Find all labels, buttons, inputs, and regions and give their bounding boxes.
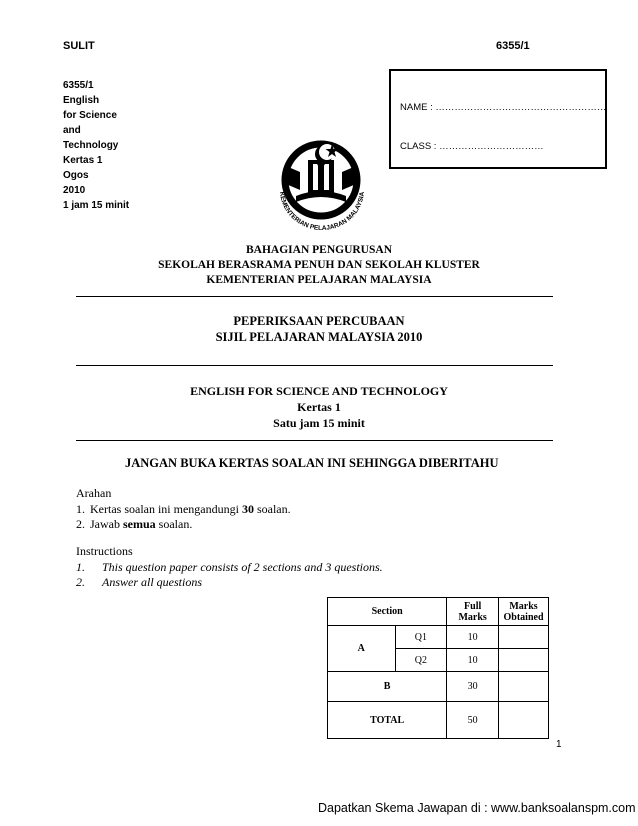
warning-text: JANGAN BUKA KERTAS SOALAN INI SEHINGGA DIBERITAHU [125, 456, 499, 470]
marks-table [327, 597, 549, 739]
arahan-item [76, 516, 192, 532]
instruction-number: 2. [76, 575, 85, 589]
arahan-heading: Arahan [76, 486, 112, 500]
header-text: Obtained [503, 611, 544, 623]
instruction-text: Answer all questions [102, 575, 203, 589]
full-marks-cell: 30 [447, 672, 499, 702]
section-a-cell: A [328, 626, 396, 672]
paper-info-line: 2010 [63, 185, 86, 196]
organizer-line: SEKOLAH BERASRAMA PENUH DAN SEKOLAH KLUSTER [158, 259, 480, 271]
class-field[interactable]: CLASS : …………………………… [400, 141, 544, 152]
table-row [328, 626, 549, 649]
subject-block [0, 383, 638, 431]
divider [76, 365, 553, 366]
header-text: Marks [458, 611, 487, 623]
instruction-item [76, 559, 383, 575]
arahan-text: soalan. [253, 502, 291, 516]
table-header-row [328, 598, 549, 626]
arahan-text: Jawab [90, 517, 123, 531]
organizer-line: BAHAGIAN PENGURUSAN [246, 244, 392, 256]
header-text: Marks [509, 600, 538, 612]
instruction-item [76, 574, 202, 590]
arahan-emphasis: 30 [241, 502, 254, 516]
section-b-cell: B [328, 672, 447, 702]
marks-obtained-cell[interactable] [499, 626, 549, 649]
divider [76, 296, 553, 297]
ministry-logo [266, 130, 376, 230]
divider [76, 440, 553, 441]
paper-info [63, 78, 129, 213]
logo-text: KEMENTERIAN PELAJARAN MALAYSIA [277, 191, 367, 230]
exam-title-line: SIJIL PELAJARAN MALAYSIA 2010 [215, 330, 423, 344]
table-row [328, 672, 549, 702]
arahan-text: Kertas soalan ini mengandungi [90, 502, 242, 516]
total-cell: TOTAL [328, 702, 447, 739]
paper-info-line: Kertas 1 [63, 155, 103, 166]
instruction-number: 1. [76, 560, 85, 574]
section-header: Section [328, 598, 447, 626]
question-cell: Q2 [395, 649, 447, 672]
full-marks-cell: 50 [447, 702, 499, 739]
paper-info-line: 1 jam 15 minit [63, 200, 130, 211]
question-cell: Q1 [395, 626, 447, 649]
full-marks-cell: 10 [447, 626, 499, 649]
marks-obtained-cell[interactable] [499, 649, 549, 672]
full-marks-cell: 10 [447, 649, 499, 672]
header-sulit: SULIT [63, 40, 95, 52]
name-field[interactable]: NAME : ……………………………………………… [400, 102, 607, 113]
paper-info-line: and [63, 125, 81, 136]
organizer-line: KEMENTERIAN PELAJARAN MALAYSIA [206, 274, 432, 286]
header-text: Full [464, 600, 482, 612]
subject-line: ENGLISH FOR SCIENCE AND TECHNOLOGY [190, 384, 448, 398]
table-row [328, 702, 549, 739]
marks-obtained-cell[interactable] [499, 672, 549, 702]
arahan-number: 1. [76, 502, 85, 516]
page-number: 1 [556, 739, 562, 750]
header-paper-code: 6355/1 [496, 40, 530, 52]
footer-link[interactable]: Dapatkan Skema Jawapan di : www.banksoalanspm.com [318, 801, 636, 815]
instruction-text: This question paper consists of 2 sections and 3 questions. [102, 560, 383, 574]
marks-obtained-cell[interactable] [499, 702, 549, 739]
paper-info-line: Ogos [63, 170, 89, 181]
paper-info-line: English [63, 95, 100, 106]
exam-title [0, 313, 638, 345]
subject-line: Satu jam 15 minit [273, 416, 365, 430]
organizer-block [0, 243, 638, 288]
arahan-item [76, 501, 291, 517]
student-details-box [389, 69, 607, 169]
marks-obtained-header [499, 598, 549, 626]
paper-info-line: Technology [63, 140, 119, 151]
paper-info-line: for Science [63, 110, 117, 121]
arahan-text: soalan. [155, 517, 193, 531]
instructions-heading: Instructions [76, 544, 133, 558]
exam-title-line: PEPERIKSAAN PERCUBAAN [233, 314, 405, 328]
paper-info-line: 6355/1 [63, 80, 94, 91]
arahan-number: 2. [76, 517, 85, 531]
full-marks-header [447, 598, 499, 626]
arahan-emphasis: semua [123, 517, 156, 531]
subject-line: Kertas 1 [297, 400, 341, 414]
